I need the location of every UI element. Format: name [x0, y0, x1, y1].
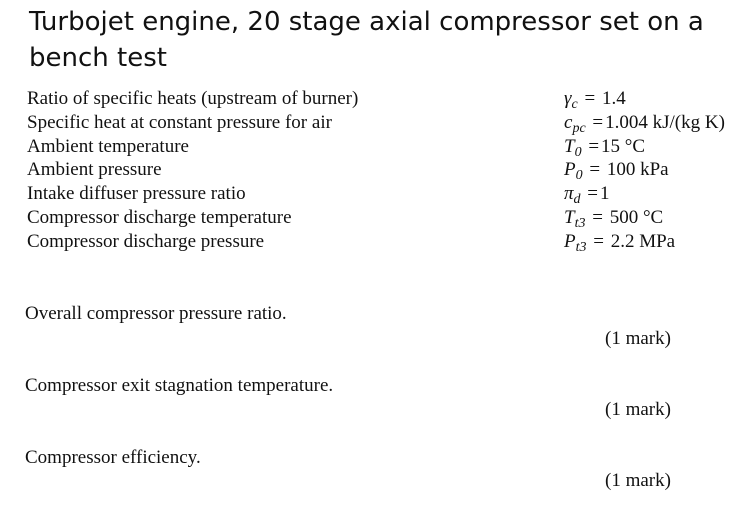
param-equals: =	[593, 230, 604, 252]
param-value	[564, 135, 645, 161]
param-symbol: P	[564, 159, 576, 181]
param-subscript: t3	[574, 215, 586, 231]
param-symbol: T	[564, 135, 575, 157]
param-row-diffuser-ratio	[27, 182, 747, 206]
mark-exit-temperature: (1 mark)	[605, 399, 671, 420]
param-row-specific-heat	[27, 111, 747, 135]
param-symbol: π	[564, 183, 574, 205]
param-row-discharge-temperature	[27, 206, 747, 230]
param-value	[564, 230, 675, 256]
param-equals: =	[587, 183, 598, 205]
param-label: Specific heat at constant pressure for air	[27, 111, 332, 133]
param-equals: =	[584, 88, 596, 109]
param-value	[564, 206, 663, 232]
param-row-discharge-pressure	[27, 230, 747, 254]
mark-efficiency: (1 mark)	[605, 470, 671, 491]
param-label: Ambient temperature	[27, 135, 189, 157]
param-symbol: T	[564, 206, 575, 228]
param-label: Ratio of specific heats (upstream of burner)	[27, 88, 359, 109]
param-symbol: P	[564, 230, 576, 252]
question-pressure-ratio: Overall compressor pressure ratio.	[25, 303, 287, 324]
param-row-specific-heat-ratio	[27, 87, 747, 111]
param-value	[564, 87, 626, 113]
param-row-ambient-temperature	[27, 135, 747, 159]
mark-pressure-ratio: (1 mark)	[605, 328, 671, 349]
param-symbol: c	[564, 111, 573, 133]
param-number: 15 °C	[601, 135, 646, 157]
param-symbol: γ	[564, 88, 572, 109]
param-number: 1.004 kJ/(kg K)	[605, 111, 725, 133]
param-value	[564, 158, 669, 184]
param-label: Compressor discharge temperature	[27, 206, 292, 228]
param-label: Compressor discharge pressure	[27, 230, 265, 252]
param-equals: =	[592, 206, 603, 228]
param-row-ambient-pressure	[27, 158, 747, 182]
param-number: 500 °C	[609, 206, 664, 228]
param-equals: =	[589, 159, 601, 181]
param-equals: =	[588, 135, 600, 157]
param-subscript: d	[573, 192, 581, 208]
page-title: Turbojet engine, 20 stage axial compressor set on a bench test	[29, 7, 704, 73]
param-number: 1.4	[601, 88, 626, 109]
param-value	[564, 111, 725, 137]
param-subscript: pc	[572, 120, 586, 136]
param-equals: =	[592, 111, 604, 133]
question-efficiency: Compressor efficiency.	[25, 447, 201, 468]
param-subscript: t3	[575, 239, 587, 255]
question-exit-temperature: Compressor exit stagnation temperature.	[25, 375, 334, 396]
param-subscript: c	[571, 97, 578, 112]
param-number: 1	[600, 183, 610, 205]
param-subscript: 0	[574, 144, 582, 160]
param-label: Ambient pressure	[27, 159, 162, 181]
param-number: 2.2 MPa	[610, 230, 676, 252]
param-number: 100 kPa	[606, 159, 669, 181]
parameter-list	[27, 87, 747, 254]
param-value	[564, 182, 610, 208]
param-subscript: 0	[575, 168, 583, 184]
param-label: Intake diffuser pressure ratio	[27, 183, 246, 205]
